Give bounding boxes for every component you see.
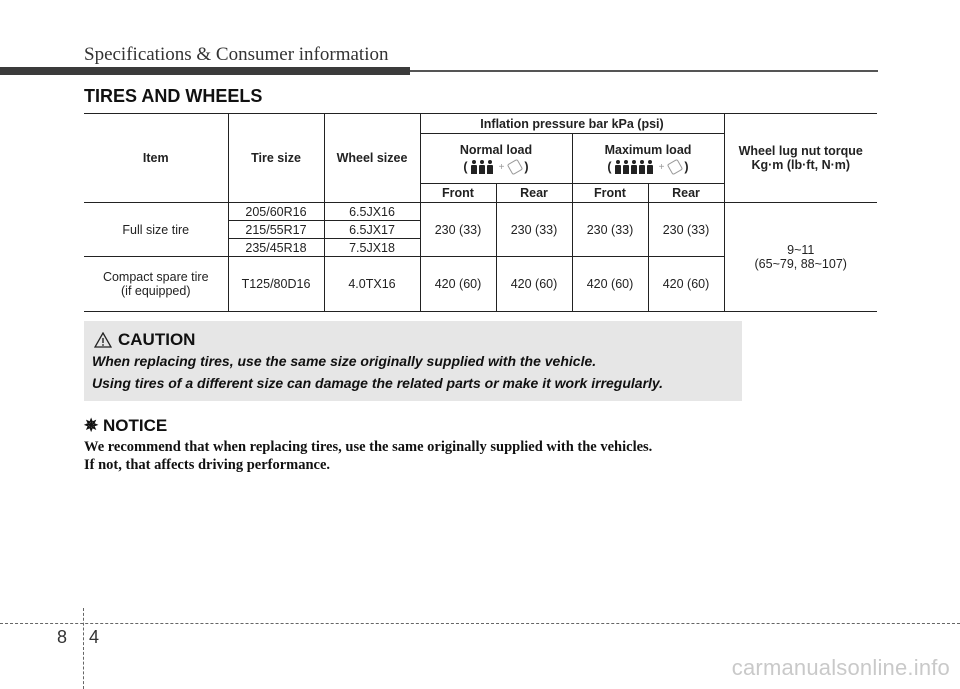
normal-load-icons (421, 160, 572, 174)
person-icon (631, 160, 638, 174)
maximum-load-label: Maximum load (604, 143, 692, 157)
inflation-header: Inflation pressure bar kPa (psi) (420, 114, 724, 134)
caution-title: CAUTION (118, 330, 196, 349)
compact-spare-label-line2: (if equipped) (121, 284, 191, 298)
maximum-load-icons (573, 160, 724, 174)
col-wheel-header: Wheel sizee (324, 114, 420, 203)
page-section-number: 8 (57, 627, 68, 647)
luggage-icon (507, 159, 523, 175)
wheel-size-cell: 7.5JX18 (324, 239, 420, 257)
page-number: 4 (89, 627, 100, 647)
caution-box (84, 321, 742, 401)
person-icon (615, 160, 622, 174)
normal-load-header (420, 134, 572, 184)
compact-normal-rear: 420 (60) (496, 257, 572, 312)
open-paren: ( (607, 160, 612, 174)
lug-torque-value-line1: 9~11 (787, 243, 815, 257)
normal-load-label: Normal load (459, 143, 533, 157)
tire-size-cell: 215/55R17 (228, 221, 324, 239)
header-title: Specifications & Consumer information (84, 44, 389, 65)
header-rule-thick (0, 67, 410, 75)
compact-spare-label-line1: Compact spare tire (102, 270, 209, 284)
watermark: carmanualsonline.info (731, 655, 950, 680)
open-paren: ( (463, 160, 468, 174)
caution-heading (94, 330, 195, 350)
lug-torque-value-line2: (65~79, 88~107) (754, 257, 847, 271)
notice-line2: If not, that affects driving performance. (84, 457, 331, 473)
footer-rule (0, 623, 960, 624)
plus-sign: + (498, 161, 505, 173)
col-tire-header: Tire size (228, 114, 324, 203)
lug-torque-value (724, 203, 877, 312)
tire-size-cell: 205/60R16 (228, 203, 324, 221)
five-persons (615, 160, 654, 174)
maximum-load-header (572, 134, 724, 184)
compact-tire-size: T125/80D16 (228, 257, 324, 312)
header-rule-thin (410, 70, 878, 72)
normal-front-header: Front (420, 184, 496, 203)
compact-max-rear: 420 (60) (648, 257, 724, 312)
max-front-header: Front (572, 184, 648, 203)
person-icon (623, 160, 630, 174)
lug-torque-header (724, 114, 877, 203)
plus-sign: + (658, 161, 665, 173)
wheel-size-cell: 6.5JX16 (324, 203, 420, 221)
compact-wheel-size: 4.0TX16 (324, 257, 420, 312)
luggage-icon (667, 159, 683, 175)
full-max-front: 230 (33) (572, 203, 648, 257)
full-normal-rear: 230 (33) (496, 203, 572, 257)
footer-divider (83, 608, 84, 689)
tire-size-cell: 235/45R18 (228, 239, 324, 257)
person-icon (471, 160, 478, 174)
wheel-size-cell: 6.5JX17 (324, 221, 420, 239)
normal-rear-header: Rear (496, 184, 572, 203)
header-rule (0, 67, 878, 75)
person-icon (647, 160, 654, 174)
section-title: TIRES AND WHEELS (84, 86, 263, 106)
close-paren: ) (684, 160, 689, 174)
compact-normal-front: 420 (60) (420, 257, 496, 312)
lug-torque-header-line1: Wheel lug nut torque (738, 144, 863, 158)
full-normal-front: 230 (33) (420, 203, 496, 257)
col-item-header: Item (84, 114, 228, 203)
close-paren: ) (524, 160, 529, 174)
notice-line1: We recommend that when replacing tires, use the same originally supplied with the vehicles. (84, 439, 653, 455)
full-size-label: Full size tire (84, 203, 228, 257)
max-rear-header: Rear (648, 184, 724, 203)
person-icon (487, 160, 494, 174)
person-icon (639, 160, 646, 174)
caution-line1: When replacing tires, use the same size originally supplied with the vehicle. (92, 353, 597, 369)
three-persons (471, 160, 494, 174)
compact-spare-label (84, 257, 228, 312)
notice-title: ✵ NOTICE (84, 416, 168, 435)
lug-torque-header-line2: Kg·m (lb·ft, N·m) (751, 158, 851, 172)
compact-max-front: 420 (60) (572, 257, 648, 312)
full-max-rear: 230 (33) (648, 203, 724, 257)
warning-triangle-icon (94, 332, 112, 348)
caution-line2: Using tires of a different size can damage the related parts or make it work irregularly. (92, 375, 664, 391)
person-icon (479, 160, 486, 174)
tires-wheels-table (84, 113, 877, 312)
